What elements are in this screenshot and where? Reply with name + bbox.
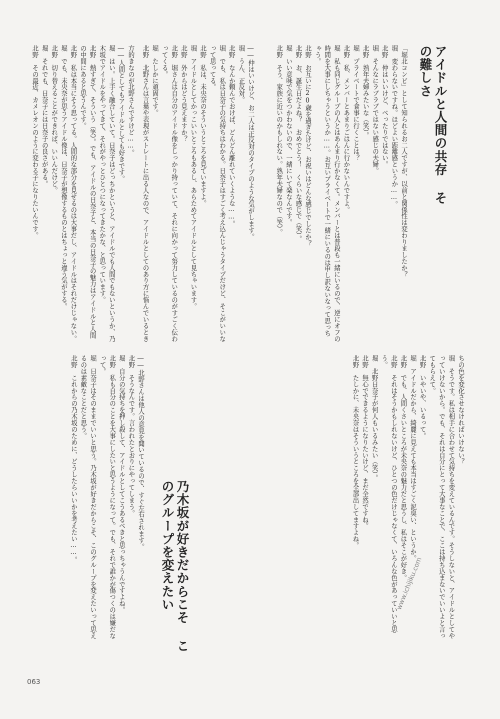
- article-paragraph: 堀 そんなにラブラブではない感じの夫婦。: [371, 45, 379, 174]
- article-column-top-left: [30, 45, 135, 343]
- article-paragraph: 北野 堀さんは自分のアイドル像をしっかり持っていて、それに向かって努力しているのがすごく伝わってくる。: [160, 45, 178, 342]
- article-paragraph: ――人間としてもアイドルとしても好きです。: [117, 45, 125, 182]
- article-paragraph: 堀 変わらないですね。ほどよい距離感というか……。: [390, 45, 398, 208]
- article-paragraph: 北野 熱すぎて、そういう（笑）。でも、アイドルの日奈子と、本当の日奈子の魅力はアイドルと人間の中間にあると思うんです。: [79, 45, 96, 339]
- article-paragraph: 北野 外からはどう見えますか？: [179, 45, 187, 142]
- article-paragraph: 堀 私も同じグループの人とはあんまり行かなくて。メンバーとは普段も一緒にいるので、逆にオフの時間を大事にしちゃうというか……。お互いプライベートで一緒にいるのは申し訳ないなって思っちゃう。: [313, 45, 340, 342]
- article-paragraph: 北野 お、誕生日だよね？ おめでとう！ くらいな感じで（笑）。: [294, 45, 302, 242]
- article-paragraph: 堀 でも、私は日奈子の気持ちはわかる。日奈子はすごく考え込んじゃうタイプだけど、そこがいいなって思ってる。: [208, 45, 226, 342]
- article-text: [68, 355, 145, 640]
- section-heading-1-line2: その難しさ: [418, 45, 448, 205]
- article-paragraph: 北野 でも、人間くさいところが未央奈の魅力だと思うし、私はそこが好き。: [399, 355, 407, 581]
- article-paragraph: ――北野さんは他人の意見を聞いているので、すぐ左右されます。: [137, 355, 144, 550]
- article-paragraph: 北野 熟年夫婦みたいな（笑）。: [361, 45, 369, 139]
- section-heading-2: [150, 480, 190, 660]
- article-paragraph: 北野 いやいや、いるって。: [418, 355, 426, 439]
- watermark-text: www.ichijiku.com: [395, 556, 424, 611]
- article-paragraph: 「堀北コンビ」として知られるお二人ですが、以前と関係性は変わりましたか？: [400, 45, 407, 278]
- page-number: 063: [27, 678, 41, 686]
- section-heading-1-line1: アイドルと人間の共存: [433, 45, 448, 176]
- article-paragraph: 北野 それはそうかもしれないけど、ひとつの色だけじゃなくて、いろんな色があっていいと思う。: [380, 355, 397, 633]
- article-paragraph: 堀 アイドルとしてかっこいいところもあるし、あらためてアイドルとして見ちゃいます。: [189, 45, 197, 310]
- article-paragraph: 堀 プライベートで食事に行くことは？: [352, 45, 360, 162]
- article-paragraph: 北野 たしかに、未央奈はそういうところを全部出してますよね。: [351, 355, 359, 549]
- article-paragraph: 堀 はい。上手く融合していて。日奈子はどっちかというと、アイドルでも人間でもないというか、乃木坂でアイドルをやってきて、それがやっとひとつになってきたかな、と思っています。: [98, 45, 115, 342]
- article-paragraph: 北野 私、メンバーとあまりごはんに行かないんですよ。: [342, 45, 350, 213]
- article-column-bottom-left: [30, 355, 145, 640]
- article-paragraph: ちの色を変化させなければいけない？: [457, 355, 464, 465]
- article-paragraph: ――仲はいいけど、お二人は正反対のタイプのような気がします。: [247, 45, 254, 240]
- article-paragraph: 堀 それでも、日奈子には日奈子の良さがある。: [40, 45, 48, 187]
- article-paragraph: 北野 無心でできるようになりたいけど、まだ全然ですね。: [361, 355, 369, 530]
- article-paragraph: 堀 自分の気持ちを押し殺して、アイドルとしてこうあるべきと思っちゃうんですよね。: [117, 355, 125, 613]
- article-paragraph: 堀 いい意味で気をつかわないので、一緒にいて楽なんです。: [284, 45, 292, 226]
- article-paragraph: 北野 仲はいいけど、べったりではない。: [380, 45, 388, 168]
- article-paragraph: 北野 そう、家族に近いのかもしれない。熟年夫婦なので（笑）。: [275, 45, 283, 236]
- article-paragraph: 北野 私は、未央奈のそういうところを見ていますよ。: [199, 45, 207, 207]
- article-paragraph: 堀 日奈子はそのままでいいと思う。乃木坂が好きだからこそ、このグループを変えたいって思えるのは素敵なことだと思う。: [79, 355, 97, 639]
- section-heading-2-line2: このグループを変えたい: [160, 480, 190, 653]
- article-paragraph: 堀 うん、正反対。: [237, 45, 245, 104]
- article-column-top-right: [260, 45, 408, 343]
- article-paragraph: 堀 北野日奈子が何人もいるみたい（笑）。: [370, 355, 378, 481]
- article-paragraph: 北野 お互いに20歳を過ぎたけど、お祝いはどんな感じでしたか？: [304, 45, 312, 247]
- article-text: [30, 45, 135, 343]
- article-paragraph: 北野 私も自分のことを大事にしたいと思うようになって。でも、それで誰かが傷つくのは嫌だなって。: [98, 355, 116, 639]
- article-paragraph: 堀 でも、未央奈が思うアイドル像は、日奈子が想像するものとはちょっと違う気がする。: [59, 45, 67, 310]
- article-paragraph: 北野 これからの乃木坂のために、どうしたらいいかを考えたい……。: [69, 355, 77, 563]
- article-text: [274, 45, 408, 343]
- article-paragraph: 北野 そうなんです。言われたとおりにやってしまう。: [127, 355, 135, 517]
- article-text: [140, 45, 255, 343]
- article-paragraph: 北野 切り替えることができれば、いいんだけど。: [50, 45, 58, 194]
- article-paragraph: 北野 北野さんは言葉や表現がストレートに出る人なので、アイドルとしてのあり方に悩んでいるとき: [141, 45, 149, 342]
- article-paragraph: 北野 私は本当にそう思ってる。人間的な部分を見せるのは大事だし、アイドルはそれだけじゃない。: [69, 45, 77, 342]
- article-paragraph: 方的きなのが北野さんですけど……。: [127, 45, 134, 157]
- article-paragraph: 北野 その最近、カメレオンのように変わる子になりたいんです。: [31, 45, 39, 239]
- article-paragraph: 堀 アイドルだから、綺麗に見えても本当はすごく泥臭い、というか。: [409, 355, 417, 562]
- article-column-top-center: [140, 45, 255, 343]
- article-paragraph: 堀 たしかに頑固です。: [151, 45, 159, 116]
- section-heading-2-line1: 乃木坂が好きだからこそ: [175, 480, 190, 625]
- section-heading-1: [414, 45, 448, 215]
- article-column-bottom-right: [195, 355, 465, 640]
- article-paragraph: 堀 そうです。私は相手に合わせて気持ちを変えているんです。そうしないと、アイドルとしてやっていけないから。でも、それは自分にとって大事なことで、ここは持ち込まないでいいよと言ってもらえて。: [428, 355, 455, 639]
- article-paragraph: 北野 なんか頼んでおけば、どんどん離れていくような……。: [227, 45, 235, 227]
